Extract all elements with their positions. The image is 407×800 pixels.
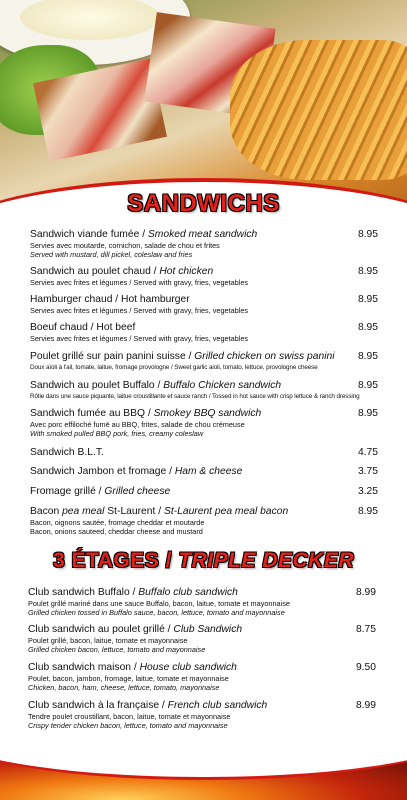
item-name-fr: St-Laurent /: [104, 506, 164, 517]
item-name-fr: Club sandwich à la française /: [28, 700, 168, 711]
item-desc-fr: Rôtie dans une sauce piquante, laitue croustillante et sauce ranch / Tossed in hot sauce with crisp lettuce & ranch dressing: [30, 393, 360, 400]
footer-curve-divider: [0, 752, 407, 780]
item-name-fr: Club sandwich maison /: [28, 662, 140, 673]
item-desc-fr: Poulet grillé, bacon, laitue, tomate et mayonnaise: [28, 636, 188, 645]
menu-item: [28, 587, 376, 617]
item-name-en: Buffalo Chicken sandwich: [163, 380, 282, 391]
item-desc-fr: Servies avec frites et légumes / Served with gravy, fries, vegetables: [30, 306, 249, 315]
item-price: 8.95: [357, 380, 378, 391]
item-name-en: House club sandwich: [139, 662, 237, 673]
item-price: 8.95: [357, 266, 378, 277]
item-name-fr: Bacon: [30, 506, 63, 517]
item-name-fr: Sandwich fumée au BBQ /: [30, 408, 154, 419]
item-desc-en: Bacon, onions sauteed, cheddar cheese and mustard: [30, 527, 203, 536]
section-title-sandwichs: SANDWICHS: [127, 190, 280, 217]
item-desc-en: Grilled chicken tossed in Buffalo sauce, bacon, lettuce, tomato and mayonnaise: [28, 608, 285, 617]
item-price: 8.99: [355, 700, 376, 711]
menu-item: [28, 700, 376, 730]
menu-item: [30, 506, 378, 536]
item-desc-fr: Bacon, oignons sautée, fromage cheddar et moutarde: [30, 518, 205, 527]
item-name-fr: Club sandwich au poulet grillé /: [28, 624, 174, 635]
item-desc-fr: Avec porc effiloché fumé au BBQ, frites, salade de chou crémeuse: [30, 420, 245, 429]
item-desc-fr: Poulet, bacon, jambon, fromage, laitue, tomate et mayonnaise: [28, 674, 229, 683]
menu-item: [30, 294, 378, 315]
fries: [230, 40, 407, 180]
item-desc-fr: Tendre poulet croustillant, bacon, laitue, tomate et mayonnaise: [28, 712, 231, 721]
item-name-en: Hot chicken: [159, 266, 214, 277]
item-desc-en: Grilled chicken bacon, lettuce, tomato and mayonnaise: [28, 645, 206, 654]
item-name-fr: Fromage grillé /: [30, 486, 105, 497]
menu-item: [30, 466, 378, 478]
menu-item: [30, 266, 378, 287]
item-name-en: Ham & cheese: [174, 466, 243, 477]
section-title-en: TRIPLE DECKER: [178, 549, 354, 572]
item-price: 8.95: [357, 294, 378, 305]
item-name-en: pea meal: [62, 506, 105, 517]
item-desc-en: Crispy tender chicken bacon, lettuce, tomato and mayonnaise: [28, 721, 228, 730]
menu-item: [30, 447, 378, 459]
item-name-fr: Sandwich viande fumée /: [30, 229, 148, 240]
item-name-fr: Boeuf chaud / Hot beef: [30, 322, 136, 333]
item-price: 3.25: [357, 486, 378, 497]
item-price: 8.99: [355, 587, 376, 598]
menu-item: [30, 351, 378, 372]
item-desc-en: Chicken, bacon, ham, cheese, lettuce, tomato, mayonnaise: [28, 683, 220, 692]
item-desc-fr: Doux aïoli à l'ail, tomate, laitue, fromage provologne / Sweet garlic aioli, tomato, lettuce, provologne cheese: [30, 364, 318, 371]
item-name-fr: Sandwich au poulet chaud /: [30, 266, 160, 277]
menu-item: [28, 662, 376, 692]
item-desc-fr: Poulet grillé mariné dans une sauce Buffalo, bacon, laitue, tomate et mayonnaise: [28, 599, 290, 608]
item-name-en: Grilled chicken on swiss panini: [194, 351, 335, 362]
item-name-fr: Poulet grillé sur pain panini suisse /: [30, 351, 195, 362]
item-name-en: Club Sandwich: [173, 624, 243, 635]
item-name-en: St-Laurent pea meal bacon: [163, 506, 289, 517]
item-desc-en: With smoked pulled BBQ pork, fries, creamy coleslaw: [30, 429, 204, 438]
menu-item: [30, 322, 378, 343]
hero-food-photo: [0, 0, 407, 215]
menu-item: [30, 408, 378, 438]
item-name-fr: Sandwich Jambon et fromage /: [30, 466, 175, 477]
flame-footer: [0, 752, 407, 800]
item-price: 3.75: [357, 466, 378, 477]
menu-item: [30, 380, 378, 401]
item-desc-en: Served with mustard, dill pickel, coleslaw and fries: [30, 250, 193, 259]
item-name-fr: Hamburger chaud / Hot hamburger: [30, 294, 190, 305]
menu-item: [28, 624, 376, 654]
item-name-en: Grilled cheese: [104, 486, 171, 497]
item-name-en: French club sandwich: [167, 700, 268, 711]
menu-item: [30, 229, 378, 259]
section-title-fr: 3 ÉTAGES /: [53, 549, 179, 572]
item-desc-fr: Servies avec frites et légumes / Served with gravy, fries, vegetables: [30, 278, 249, 287]
item-name-en: Smokey BBQ sandwich: [153, 408, 262, 419]
item-price: 8.95: [357, 408, 378, 419]
item-price: 8.95: [357, 229, 378, 240]
item-price: 4.75: [357, 447, 378, 458]
item-desc-fr: Servies avec moutarde, cornichon, salade de chou et frites: [30, 241, 220, 250]
item-name-fr: Club sandwich Buffalo /: [28, 587, 139, 598]
item-name-fr: Sandwich B.L.T.: [30, 447, 104, 458]
item-name-en: Smoked meat sandwich: [147, 229, 258, 240]
item-price: 8.75: [355, 624, 376, 635]
item-name-en: Buffalo club sandwich: [138, 587, 238, 598]
item-price: 9.50: [355, 662, 376, 673]
item-price: 8.95: [357, 322, 378, 333]
item-name-fr: Sandwich au poulet Buffalo /: [30, 380, 164, 391]
menu-item: [30, 486, 378, 498]
section-title-triple-decker: [0, 549, 407, 573]
item-desc-fr: Servies avec frites et légumes / Served with gravy, fries, vegetables: [30, 334, 249, 343]
item-price: 8.95: [357, 506, 378, 517]
item-price: 8.95: [357, 351, 378, 362]
